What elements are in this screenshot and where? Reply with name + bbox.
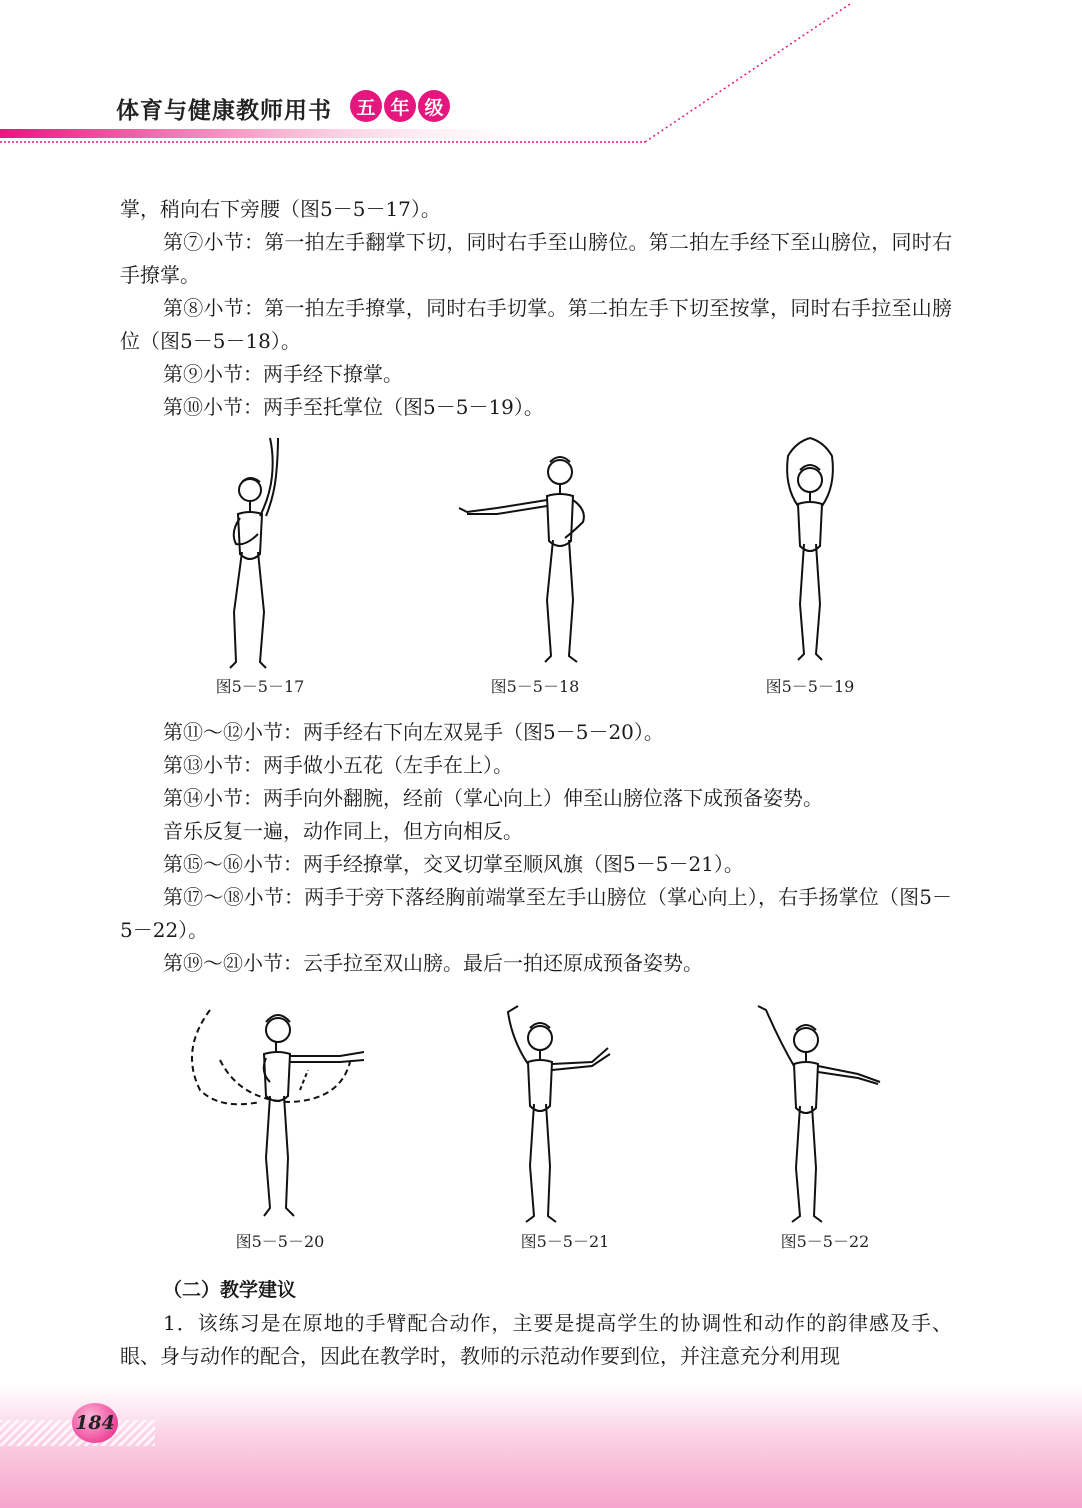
figure-caption: 图5－5－22	[780, 1232, 870, 1251]
paragraph: 音乐反复一遍，动作同上，但方向相反。	[163, 819, 523, 843]
body-text-top	[120, 193, 952, 424]
figure-row-1	[120, 430, 952, 710]
paragraph: 1．该练习是在原地的手臂配合动作，主要是提高学生的协调性和动作的韵律感及手、眼、身与动作的配合，因此在教学时，教师的示范动作要到位，并注意充分利用现	[120, 1311, 952, 1368]
paragraph: 第⑬小节：两手做小五花（左手在上）。	[163, 753, 513, 777]
figure-5-5-22	[750, 1000, 900, 1252]
figure-caption: 图5－5－17	[215, 677, 305, 696]
paragraph: 第⑪～⑫小节：两手经右下向左双晃手（图5－5－20）。	[163, 720, 664, 744]
grade-badge	[350, 90, 450, 122]
dancer-illustration	[760, 430, 860, 670]
section-heading: （二）教学建议	[163, 1279, 297, 1301]
grade-char: 五	[350, 90, 382, 122]
paragraph: 第⑰～⑱小节：两手于旁下落经胸前端掌至左手山膀位（掌心向上），右手扬掌位（图5－5－22）。	[120, 885, 952, 942]
figure-caption: 图5－5－18	[490, 677, 580, 696]
book-title: 体育与健康教师用书	[116, 97, 332, 124]
figure-5-5-21	[490, 1000, 640, 1252]
dancer-illustration	[490, 1000, 640, 1225]
header-decoration	[0, 0, 1082, 160]
grade-char: 级	[418, 90, 450, 122]
body-text-middle	[120, 716, 952, 980]
paragraph: 第⑮～⑯小节：两手经撩掌，交叉切掌至顺风旗（图5－5－21）。	[163, 852, 744, 876]
paragraph: 第⑲～㉑小节：云手拉至双山膀。最后一拍还原成预备姿势。	[163, 951, 703, 975]
paragraph: 掌，稍向右下旁腰（图5－5－17）。	[120, 197, 441, 221]
paragraph: 第⑦小节：第一拍左手翻掌下切，同时右手至山膀位。第二拍左手经下至山膀位，同时右手撩掌。	[120, 230, 952, 287]
paragraph: 第⑨小节：两手经下撩掌。	[163, 362, 403, 386]
page-number: 184	[72, 1403, 118, 1443]
figure-caption: 图5－5－20	[235, 1232, 325, 1251]
body-text-bottom	[120, 1274, 952, 1373]
dancer-illustration	[210, 430, 310, 670]
figure-caption: 图5－5－19	[765, 677, 855, 696]
grade-char: 年	[384, 90, 416, 122]
figure-5-5-18	[450, 430, 620, 697]
figure-row-2	[120, 1000, 952, 1265]
dancer-illustration	[180, 1000, 380, 1225]
paragraph: 第⑧小节：第一拍左手撩掌，同时右手切掌。第二拍左手下切至按掌，同时右手拉至山膀位（图5－5－18）。	[120, 296, 952, 353]
figure-caption: 图5－5－21	[520, 1232, 610, 1251]
figure-5-5-20	[180, 1000, 380, 1252]
footer-band	[0, 1385, 1082, 1508]
figure-5-5-19	[750, 430, 870, 697]
paragraph: 第⑭小节：两手向外翻腕，经前（掌心向上）伸至山膀位落下成预备姿势。	[163, 786, 823, 810]
paragraph: 第⑩小节：两手至托掌位（图5－5－19）。	[163, 395, 544, 419]
dancer-illustration	[455, 430, 615, 670]
dancer-illustration	[750, 1000, 900, 1225]
figure-5-5-17	[200, 430, 320, 697]
